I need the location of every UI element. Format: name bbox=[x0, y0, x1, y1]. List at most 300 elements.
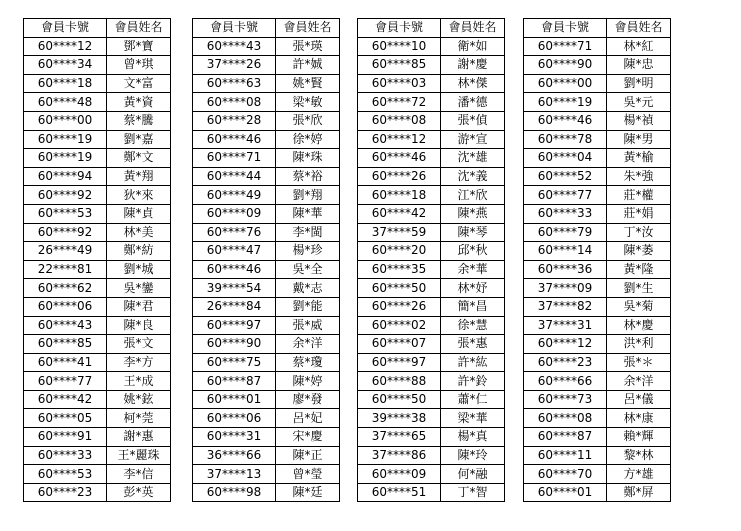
card-no-cell: 37****59 bbox=[358, 223, 441, 242]
member-name-cell: 陳*良 bbox=[107, 316, 171, 335]
table-row bbox=[358, 372, 505, 391]
member-name-cell: 曾*琪 bbox=[107, 56, 171, 75]
member-name-cell: 劉*生 bbox=[607, 279, 671, 298]
card-no-cell: 60****46 bbox=[524, 111, 607, 130]
card-no-cell: 36****66 bbox=[193, 446, 276, 465]
member-name-cell: 陳*正 bbox=[276, 446, 340, 465]
card-no-cell: 60****18 bbox=[24, 74, 107, 93]
table-row bbox=[524, 260, 671, 279]
table-row bbox=[358, 149, 505, 168]
card-no-cell: 60****02 bbox=[358, 316, 441, 335]
table-row bbox=[193, 428, 340, 447]
member-name-cell: 陳*燕 bbox=[441, 204, 505, 223]
card-no-cell: 60****41 bbox=[24, 353, 107, 372]
table-row bbox=[524, 167, 671, 186]
header-name: 會員姓名 bbox=[607, 19, 671, 38]
card-no-cell: 60****71 bbox=[524, 37, 607, 56]
member-name-cell: 洪*利 bbox=[607, 335, 671, 354]
table-row bbox=[193, 297, 340, 316]
member-name-cell: 戴*志 bbox=[276, 279, 340, 298]
table-row bbox=[358, 111, 505, 130]
card-no-cell: 60****88 bbox=[358, 372, 441, 391]
table-row bbox=[193, 335, 340, 354]
table-row bbox=[358, 279, 505, 298]
member-name-cell: 鄭*文 bbox=[107, 149, 171, 168]
card-no-cell: 60****33 bbox=[24, 446, 107, 465]
table-row bbox=[358, 37, 505, 56]
member-name-cell: 李*閩 bbox=[276, 223, 340, 242]
header-row bbox=[193, 19, 340, 38]
member-name-cell: 陳*玲 bbox=[441, 446, 505, 465]
table-row bbox=[524, 353, 671, 372]
card-no-cell: 37****82 bbox=[524, 297, 607, 316]
member-name-cell: 陳*華 bbox=[276, 204, 340, 223]
table-row bbox=[193, 149, 340, 168]
table-row bbox=[24, 93, 171, 112]
member-name-cell: 林*妤 bbox=[441, 279, 505, 298]
table-row bbox=[24, 390, 171, 409]
table-row bbox=[358, 335, 505, 354]
table-row bbox=[193, 130, 340, 149]
member-name-cell: 黃*翔 bbox=[107, 167, 171, 186]
card-no-cell: 60****48 bbox=[24, 93, 107, 112]
table-row bbox=[193, 111, 340, 130]
member-name-cell: 沈*雄 bbox=[441, 149, 505, 168]
card-no-cell: 60****03 bbox=[358, 74, 441, 93]
card-no-cell: 37****86 bbox=[358, 446, 441, 465]
member-table-3 bbox=[357, 18, 505, 502]
member-name-cell: 張*＊ bbox=[607, 353, 671, 372]
table-row bbox=[193, 186, 340, 205]
card-no-cell: 60****35 bbox=[358, 260, 441, 279]
member-name-cell: 文*富 bbox=[107, 74, 171, 93]
table-row bbox=[24, 167, 171, 186]
table-row bbox=[193, 74, 340, 93]
table-row bbox=[24, 56, 171, 75]
member-name-cell: 謝*慶 bbox=[441, 56, 505, 75]
table-row bbox=[358, 130, 505, 149]
card-no-cell: 60****44 bbox=[193, 167, 276, 186]
member-name-cell: 余*洋 bbox=[276, 335, 340, 354]
member-name-cell: 許*娍 bbox=[276, 56, 340, 75]
member-name-cell: 張*惠 bbox=[441, 335, 505, 354]
card-no-cell: 37****09 bbox=[524, 279, 607, 298]
card-no-cell: 60****91 bbox=[24, 428, 107, 447]
table-row bbox=[358, 74, 505, 93]
member-name-cell: 呂*儀 bbox=[607, 390, 671, 409]
table-row bbox=[24, 465, 171, 484]
card-no-cell: 37****31 bbox=[524, 316, 607, 335]
table-row bbox=[358, 223, 505, 242]
member-name-cell: 廖*發 bbox=[276, 390, 340, 409]
member-name-cell: 鄧*寶 bbox=[107, 37, 171, 56]
member-name-cell: 賴*輝 bbox=[607, 428, 671, 447]
table-row bbox=[358, 56, 505, 75]
table-row bbox=[193, 167, 340, 186]
member-name-cell: 劉*能 bbox=[276, 297, 340, 316]
table-row bbox=[358, 409, 505, 428]
card-no-cell: 60****98 bbox=[193, 483, 276, 502]
member-name-cell: 張*威 bbox=[276, 316, 340, 335]
table-row bbox=[524, 409, 671, 428]
table-row bbox=[524, 483, 671, 502]
member-table-body bbox=[193, 37, 340, 502]
card-no-cell: 37****26 bbox=[193, 56, 276, 75]
card-no-cell: 60****66 bbox=[524, 372, 607, 391]
member-name-cell: 衛*如 bbox=[441, 37, 505, 56]
table-row bbox=[358, 186, 505, 205]
member-name-cell: 張*偵 bbox=[441, 111, 505, 130]
table-row bbox=[24, 204, 171, 223]
member-table-body bbox=[524, 37, 671, 502]
card-no-cell: 60****73 bbox=[524, 390, 607, 409]
card-no-cell: 60****47 bbox=[193, 242, 276, 261]
member-name-cell: 姚*賢 bbox=[276, 74, 340, 93]
member-name-cell: 楊*禎 bbox=[607, 111, 671, 130]
member-name-cell: 鄭*屏 bbox=[607, 483, 671, 502]
member-name-cell: 謝*惠 bbox=[107, 428, 171, 447]
card-no-cell: 60****00 bbox=[24, 111, 107, 130]
table-row bbox=[193, 204, 340, 223]
member-table-2 bbox=[192, 18, 340, 502]
table-row bbox=[358, 428, 505, 447]
table-row bbox=[524, 297, 671, 316]
card-no-cell: 60****75 bbox=[193, 353, 276, 372]
table-row bbox=[524, 186, 671, 205]
member-name-cell: 許*鈴 bbox=[441, 372, 505, 391]
card-no-cell: 39****54 bbox=[193, 279, 276, 298]
card-no-cell: 39****38 bbox=[358, 409, 441, 428]
card-no-cell: 60****19 bbox=[24, 149, 107, 168]
card-no-cell: 60****87 bbox=[193, 372, 276, 391]
card-no-cell: 60****19 bbox=[24, 130, 107, 149]
card-no-cell: 60****90 bbox=[193, 335, 276, 354]
member-name-cell: 簡*昌 bbox=[441, 297, 505, 316]
member-name-cell: 陳*珠 bbox=[276, 149, 340, 168]
table-row bbox=[24, 130, 171, 149]
member-name-cell: 黃*資 bbox=[107, 93, 171, 112]
card-no-cell: 60****94 bbox=[24, 167, 107, 186]
table-row bbox=[24, 242, 171, 261]
table-row bbox=[524, 93, 671, 112]
card-no-cell: 60****87 bbox=[524, 428, 607, 447]
member-name-cell: 劉*嘉 bbox=[107, 130, 171, 149]
card-no-cell: 60****08 bbox=[193, 93, 276, 112]
member-name-cell: 林*康 bbox=[607, 409, 671, 428]
member-name-cell: 蕭*仁 bbox=[441, 390, 505, 409]
member-name-cell: 劉*城 bbox=[107, 260, 171, 279]
header-card-no: 會員卡號 bbox=[358, 19, 441, 38]
card-no-cell: 60****77 bbox=[24, 372, 107, 391]
table-row bbox=[524, 465, 671, 484]
table-row bbox=[193, 260, 340, 279]
card-no-cell: 60****77 bbox=[524, 186, 607, 205]
member-name-cell: 陳*君 bbox=[107, 297, 171, 316]
member-name-cell: 吳*菊 bbox=[607, 297, 671, 316]
member-name-cell: 莊*娟 bbox=[607, 204, 671, 223]
card-no-cell: 60****04 bbox=[524, 149, 607, 168]
card-no-cell: 60****42 bbox=[24, 390, 107, 409]
table-row bbox=[524, 390, 671, 409]
member-name-cell: 林*美 bbox=[107, 223, 171, 242]
table-row bbox=[358, 167, 505, 186]
member-name-cell: 丁*汝 bbox=[607, 223, 671, 242]
card-no-cell: 60****08 bbox=[358, 111, 441, 130]
member-table-body bbox=[358, 37, 505, 502]
card-no-cell: 60****85 bbox=[24, 335, 107, 354]
card-no-cell: 60****72 bbox=[358, 93, 441, 112]
card-no-cell: 60****07 bbox=[358, 335, 441, 354]
header-card-no: 會員卡號 bbox=[524, 19, 607, 38]
card-no-cell: 60****79 bbox=[524, 223, 607, 242]
card-no-cell: 60****43 bbox=[24, 316, 107, 335]
card-no-cell: 60****00 bbox=[524, 74, 607, 93]
card-no-cell: 60****76 bbox=[193, 223, 276, 242]
header-name: 會員姓名 bbox=[441, 19, 505, 38]
member-name-cell: 林*紅 bbox=[607, 37, 671, 56]
table-row bbox=[358, 242, 505, 261]
card-no-cell: 60****36 bbox=[524, 260, 607, 279]
member-name-cell: 徐*婷 bbox=[276, 130, 340, 149]
table-row bbox=[358, 316, 505, 335]
table-row bbox=[24, 149, 171, 168]
table-row bbox=[524, 37, 671, 56]
member-name-cell: 江*欣 bbox=[441, 186, 505, 205]
card-no-cell: 60****62 bbox=[24, 279, 107, 298]
table-row bbox=[24, 409, 171, 428]
member-name-cell: 余*洋 bbox=[607, 372, 671, 391]
member-name-cell: 梁*敏 bbox=[276, 93, 340, 112]
table-row bbox=[524, 130, 671, 149]
card-no-cell: 60****01 bbox=[193, 390, 276, 409]
member-name-cell: 李*信 bbox=[107, 465, 171, 484]
card-no-cell: 60****90 bbox=[524, 56, 607, 75]
table-row bbox=[358, 204, 505, 223]
table-row bbox=[524, 56, 671, 75]
header-row bbox=[524, 19, 671, 38]
table-row bbox=[193, 465, 340, 484]
member-name-cell: 許*紘 bbox=[441, 353, 505, 372]
table-row bbox=[193, 279, 340, 298]
card-no-cell: 60****53 bbox=[24, 204, 107, 223]
card-no-cell: 60****49 bbox=[193, 186, 276, 205]
table-row bbox=[24, 372, 171, 391]
card-no-cell: 60****71 bbox=[193, 149, 276, 168]
member-name-cell: 林*慶 bbox=[607, 316, 671, 335]
table-row bbox=[524, 223, 671, 242]
card-no-cell: 60****05 bbox=[24, 409, 107, 428]
table-row bbox=[358, 260, 505, 279]
member-name-cell: 黃*隆 bbox=[607, 260, 671, 279]
table-row bbox=[193, 316, 340, 335]
table-row bbox=[24, 37, 171, 56]
table-row bbox=[524, 316, 671, 335]
table-row bbox=[193, 223, 340, 242]
member-name-cell: 李*方 bbox=[107, 353, 171, 372]
table-row bbox=[524, 372, 671, 391]
member-name-cell: 楊*真 bbox=[441, 428, 505, 447]
card-no-cell: 60****09 bbox=[358, 465, 441, 484]
card-no-cell: 60****26 bbox=[358, 167, 441, 186]
header-row bbox=[24, 19, 171, 38]
member-name-cell: 張*瑛 bbox=[276, 37, 340, 56]
member-name-cell: 沈*義 bbox=[441, 167, 505, 186]
table-row bbox=[24, 223, 171, 242]
card-no-cell: 60****12 bbox=[524, 335, 607, 354]
card-no-cell: 37****65 bbox=[358, 428, 441, 447]
table-row bbox=[193, 56, 340, 75]
member-name-cell: 陳*貞 bbox=[107, 204, 171, 223]
card-no-cell: 60****97 bbox=[193, 316, 276, 335]
card-no-cell: 22****81 bbox=[24, 260, 107, 279]
card-no-cell: 60****14 bbox=[524, 242, 607, 261]
member-name-cell: 陳*萎 bbox=[607, 242, 671, 261]
member-name-cell: 鄭*紡 bbox=[107, 242, 171, 261]
card-no-cell: 60****46 bbox=[193, 260, 276, 279]
member-name-cell: 王*成 bbox=[107, 372, 171, 391]
table-row bbox=[358, 353, 505, 372]
member-name-cell: 丁*智 bbox=[441, 483, 505, 502]
member-name-cell: 梁*華 bbox=[441, 409, 505, 428]
card-no-cell: 60****20 bbox=[358, 242, 441, 261]
card-no-cell: 60****70 bbox=[524, 465, 607, 484]
table-row bbox=[24, 316, 171, 335]
card-no-cell: 60****23 bbox=[24, 483, 107, 502]
card-no-cell: 60****19 bbox=[524, 93, 607, 112]
header-name: 會員姓名 bbox=[276, 19, 340, 38]
member-table-body bbox=[24, 37, 171, 502]
table-row bbox=[358, 297, 505, 316]
card-no-cell: 60****78 bbox=[524, 130, 607, 149]
table-row bbox=[358, 483, 505, 502]
table-row bbox=[524, 204, 671, 223]
table-row bbox=[24, 297, 171, 316]
card-no-cell: 60****42 bbox=[358, 204, 441, 223]
card-no-cell: 60****18 bbox=[358, 186, 441, 205]
member-name-cell: 曾*瑩 bbox=[276, 465, 340, 484]
table-row bbox=[193, 242, 340, 261]
card-no-cell: 60****63 bbox=[193, 74, 276, 93]
card-no-cell: 60****01 bbox=[524, 483, 607, 502]
member-name-cell: 陳*廷 bbox=[276, 483, 340, 502]
member-name-cell: 楊*珍 bbox=[276, 242, 340, 261]
table-row bbox=[193, 353, 340, 372]
card-no-cell: 60****85 bbox=[358, 56, 441, 75]
table-row bbox=[193, 37, 340, 56]
member-table-4 bbox=[523, 18, 671, 502]
table-row bbox=[24, 428, 171, 447]
card-no-cell: 26****84 bbox=[193, 297, 276, 316]
member-name-cell: 呂*妃 bbox=[276, 409, 340, 428]
table-row bbox=[193, 390, 340, 409]
table-row bbox=[524, 242, 671, 261]
table-row bbox=[24, 260, 171, 279]
table-row bbox=[24, 335, 171, 354]
member-name-cell: 蔡*瓊 bbox=[276, 353, 340, 372]
card-no-cell: 60****12 bbox=[24, 37, 107, 56]
card-no-cell: 60****10 bbox=[358, 37, 441, 56]
table-row bbox=[524, 428, 671, 447]
table-row bbox=[24, 483, 171, 502]
member-name-cell: 吳*元 bbox=[607, 93, 671, 112]
card-no-cell: 60****23 bbox=[524, 353, 607, 372]
table-row bbox=[358, 465, 505, 484]
card-no-cell: 60****92 bbox=[24, 186, 107, 205]
member-name-cell: 黃*榆 bbox=[607, 149, 671, 168]
table-row bbox=[524, 446, 671, 465]
member-name-cell: 余*華 bbox=[441, 260, 505, 279]
member-name-cell: 林*傑 bbox=[441, 74, 505, 93]
table-row bbox=[24, 111, 171, 130]
card-no-cell: 60****43 bbox=[193, 37, 276, 56]
card-no-cell: 60****06 bbox=[24, 297, 107, 316]
table-row bbox=[24, 279, 171, 298]
header-card-no: 會員卡號 bbox=[24, 19, 107, 38]
table-row bbox=[524, 335, 671, 354]
member-name-cell: 蔡*裕 bbox=[276, 167, 340, 186]
card-no-cell: 60****12 bbox=[358, 130, 441, 149]
member-name-cell: 彭*英 bbox=[107, 483, 171, 502]
card-no-cell: 60****50 bbox=[358, 390, 441, 409]
member-name-cell: 邱*秋 bbox=[441, 242, 505, 261]
member-name-cell: 張*欣 bbox=[276, 111, 340, 130]
table-row bbox=[358, 93, 505, 112]
table-row bbox=[524, 149, 671, 168]
header-card-no: 會員卡號 bbox=[193, 19, 276, 38]
header-name: 會員姓名 bbox=[107, 19, 171, 38]
member-name-cell: 張*文 bbox=[107, 335, 171, 354]
card-no-cell: 60****53 bbox=[24, 465, 107, 484]
card-no-cell: 60****46 bbox=[358, 149, 441, 168]
member-name-cell: 陳*婷 bbox=[276, 372, 340, 391]
card-no-cell: 60****51 bbox=[358, 483, 441, 502]
member-name-cell: 陳*男 bbox=[607, 130, 671, 149]
card-no-cell: 60****11 bbox=[524, 446, 607, 465]
card-no-cell: 60****28 bbox=[193, 111, 276, 130]
card-no-cell: 60****08 bbox=[524, 409, 607, 428]
member-name-cell: 陳*琴 bbox=[441, 223, 505, 242]
header-row bbox=[358, 19, 505, 38]
table-row bbox=[193, 409, 340, 428]
card-no-cell: 60****52 bbox=[524, 167, 607, 186]
card-no-cell: 60****34 bbox=[24, 56, 107, 75]
member-name-cell: 徐*慧 bbox=[441, 316, 505, 335]
table-row bbox=[193, 93, 340, 112]
member-name-cell: 陳*忠 bbox=[607, 56, 671, 75]
member-name-cell: 姚*鉉 bbox=[107, 390, 171, 409]
table-row bbox=[24, 353, 171, 372]
table-row bbox=[358, 390, 505, 409]
card-no-cell: 60****33 bbox=[524, 204, 607, 223]
card-no-cell: 26****49 bbox=[24, 242, 107, 261]
member-name-cell: 何*融 bbox=[441, 465, 505, 484]
member-name-cell: 潘*德 bbox=[441, 93, 505, 112]
table-row bbox=[524, 111, 671, 130]
member-name-cell: 王*麗珠 bbox=[107, 446, 171, 465]
card-no-cell: 60****92 bbox=[24, 223, 107, 242]
card-no-cell: 37****13 bbox=[193, 465, 276, 484]
member-name-cell: 劉*明 bbox=[607, 74, 671, 93]
table-row bbox=[24, 74, 171, 93]
member-name-cell: 柯*莞 bbox=[107, 409, 171, 428]
member-name-cell: 方*雄 bbox=[607, 465, 671, 484]
table-row bbox=[193, 446, 340, 465]
card-no-cell: 60****50 bbox=[358, 279, 441, 298]
member-name-cell: 劉*翔 bbox=[276, 186, 340, 205]
member-name-cell: 狄*來 bbox=[107, 186, 171, 205]
table-row bbox=[524, 279, 671, 298]
table-row bbox=[193, 483, 340, 502]
